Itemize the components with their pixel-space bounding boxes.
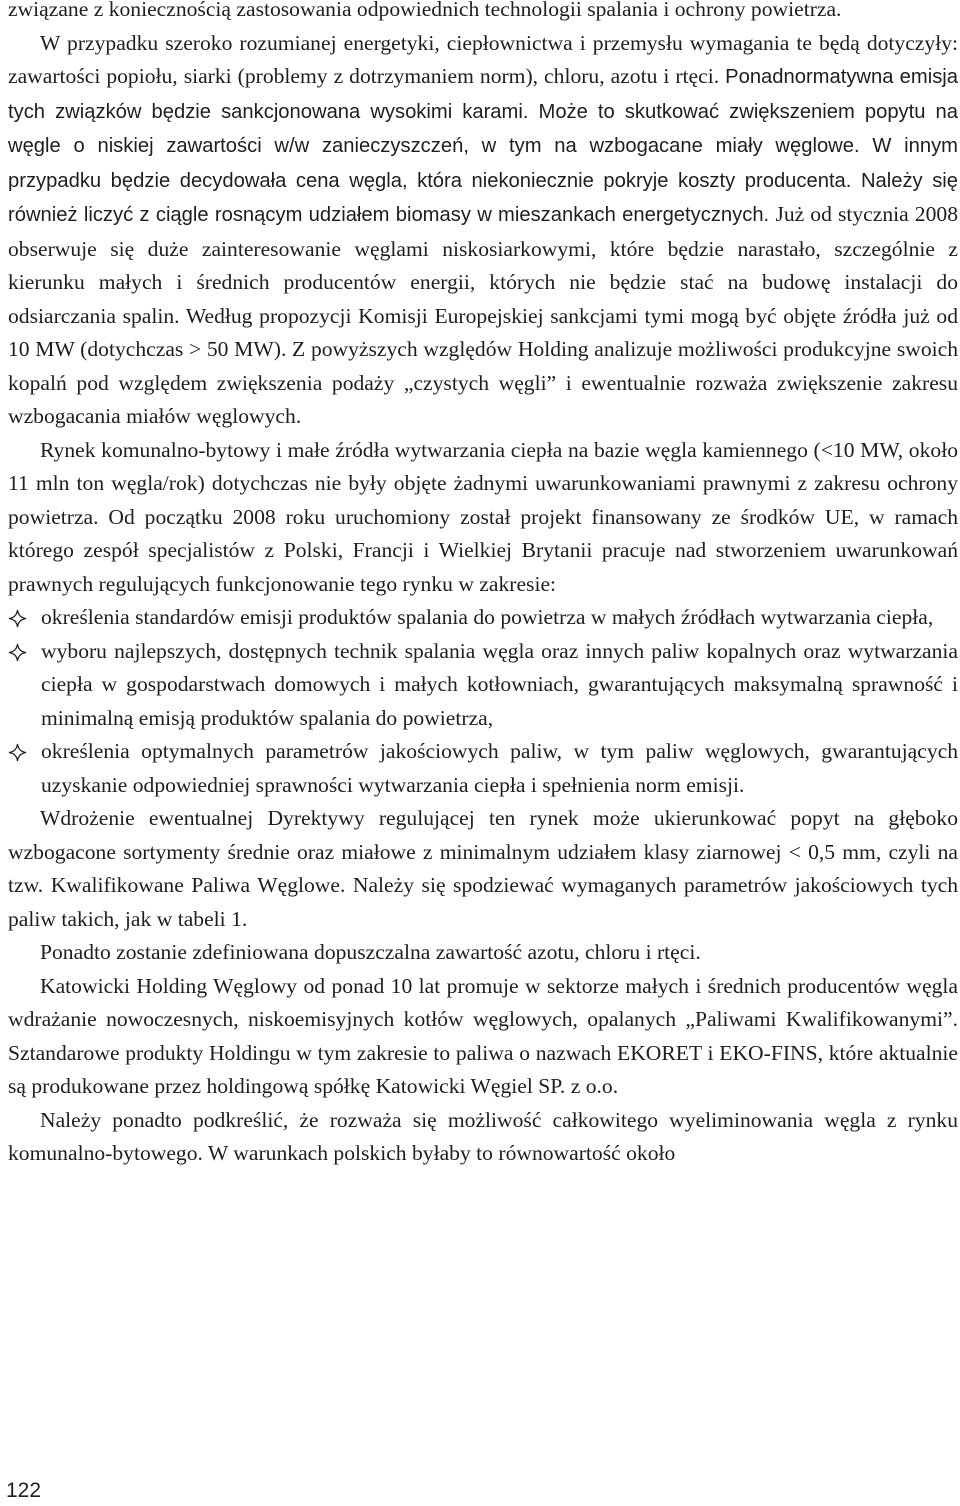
paragraph-2-part-c: Już od stycznia 2008 obserwuje się duże zainteresowanie węglami niskosiarkowymi, które będzie narastało, szczególnie z kierunku małych i średnich producentów energii, których nie będzie stać na budowę instalacji do odsiarczania spalin. Według propozycji Komisji Europejskiej sankcjami tymi mogą być objęte źródła już od 10 MW (dotychczas > 50 MW). Z powyższych względów Holding analizuje możliwości produkcyjne swoich kopalń pod względem zwiększenia podaży „czystych węgli” i ewentualnie rozważa zwiększenie zakresu wzbogacania miałów węglowych. <box>8 202 958 428</box>
four-pointed-star-icon <box>8 609 27 628</box>
list-item <box>8 735 958 802</box>
list-item-text: wyboru najlepszych, dostępnych technik spalania węgla oraz innych paliw kopalnych oraz wytwarzania ciepła w gospodarstwach domowych i małych kotłowniach, gwarantujących maksymalną sprawność i minimalną emisją produktów spalania do powietrza, <box>41 638 958 730</box>
four-pointed-star-icon <box>8 643 27 662</box>
paragraph-2-part-a: W przypadku szeroko rozumianej energetyki, ciepłownictwa i przemysłu wymagania te będą dotyczyły: zawartości popiołu, siarki (problemy z dotrzymaniem norm), chloru, azotu i rtęci. <box>8 30 958 88</box>
paragraph-3: Rynek komunalno-bytowy i małe źródła wytwarzania ciepła na bazie węgla kamiennego (<10 MW, około 11 mln ton węgla/rok) dotychczas nie były objęte żadnymi uwarunkowaniami prawnymi z zakresu ochrony powietrza. Od początku 2008 roku uruchomiony został projekt finansowany ze środków UE, w ramach którego zespół specjalistów z Polski, Francji i Wielkiej Brytanii pracuje nad stworzeniem uwarunkowań prawnych regulujących funkcjonowanie tego rynku w zakresie: <box>8 437 958 596</box>
paragraph-6: Katowicki Holding Węglowy od ponad 10 lat promuje w sektorze małych i średnich producentów węgla wdrażanie nowoczesnych, niskoemisyjnych kotłów węglowych, opalanych „Paliwami Kwalifikowanymi”. Sztandarowe produkty Holdingu w tym zakresie to paliwa o nazwach EKORET i EKO-FINS, które aktualnie są produkowane przez holdingową spółkę Katowicki Węgiel SP. z o.o. <box>8 973 958 1098</box>
list-item <box>8 601 958 635</box>
page-number: 122 <box>6 1479 42 1502</box>
document-page <box>8 0 958 1171</box>
list-item-text: określenia optymalnych parametrów jakościowych paliw, w tym paliw węglowych, gwarantujących uzyskanie odpowiedniej sprawności wytwarzania ciepła i spełnienia norm emisji. <box>41 739 958 797</box>
paragraph-1: związane z koniecznością zastosowania odpowiednich technologii spalania i ochrony powietrza. <box>8 0 842 21</box>
list-item-text: określenia standardów emisji produktów spalania do powietrza w małych źródłach wytwarzania ciepła, <box>41 605 934 629</box>
four-pointed-star-icon <box>8 743 27 762</box>
list-item <box>8 635 958 736</box>
paragraph-2 <box>8 27 958 434</box>
paragraph-5: Ponadto zostanie zdefiniowana dopuszczalna zawartość azotu, chloru i rtęci. <box>40 940 701 964</box>
paragraph-7: Należy ponadto podkreślić, że rozważa się możliwość całkowitego wyeliminowania węgla z rynku komunalno-bytowego. W warunkach polskich byłaby to równowartość około <box>8 1107 958 1165</box>
paragraph-2-part-b: Ponadnormatywna emisja tych związków będzie sankcjonowana wysokimi karami. Może to skutkować zwiększeniem popytu na węgle o niskiej zawartości w/w zanieczyszczeń, w tym na wzbogacane miały węglowe. W innym przypadku będzie decydowała cena węgla, która niekoniecznie pokryje koszty producenta. Należy się również liczyć z ciągle rosnącym udziałem biomasy w mieszankach energetycznych. <box>8 66 958 226</box>
bullet-list <box>8 601 958 802</box>
paragraph-4: Wdrożenie ewentualnej Dyrektywy regulującej ten rynek może ukierunkować popyt na głęboko wzbogacone sortymenty średnie oraz miałowe z minimalnym udziałem klasy ziarnowej < 0,5 mm, czyli na tzw. Kwalifikowane Paliwa Węglowe. Należy się spodziewać wymaganych parametrów jakościowych tych paliw takich, jak w tabeli 1. <box>8 806 958 931</box>
